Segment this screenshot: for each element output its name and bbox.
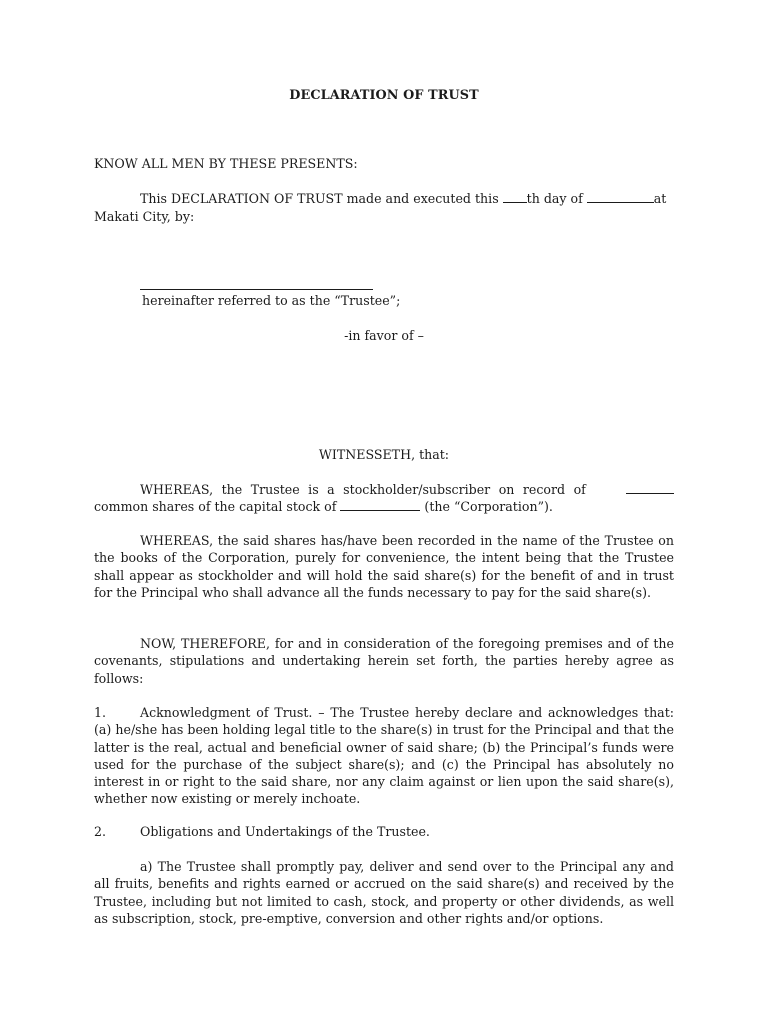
item2-text: Obligations and Undertakings of the Trustee.	[140, 824, 430, 839]
item2-number: 2.	[94, 824, 107, 839]
intro-text-part2: th day of	[526, 191, 587, 206]
day-blank	[503, 191, 527, 203]
whereas2-paragraph: WHEREAS, the said shares has/have been recorded in the name of the Trustee on the books of the Corporation, purely for convenience, the intent being that the Trustee shall appear as stockholder and will hold the said share(s) for the benefit of and in trust for the Principal who shall advance all the funds necessary to pay for the said share(s).	[94, 533, 674, 600]
intro-paragraph-line2: Makati City, by:	[94, 209, 195, 224]
whereas1-line1	[140, 481, 674, 498]
whereas1-line2-text: common shares of the capital stock of	[94, 499, 341, 514]
item1-paragraph	[94, 704, 674, 808]
in-favor-of: -in favor of –	[344, 328, 424, 343]
corporation-name-blank	[340, 499, 420, 511]
intro-text-part1: This DECLARATION OF TRUST made and executed this	[140, 191, 503, 206]
month-blank	[587, 191, 654, 203]
item2-heading	[94, 823, 430, 840]
intro-text-part3: at	[653, 191, 667, 206]
whereas1-line2	[94, 498, 553, 515]
trustee-reference: hereinafter referred to as the “Trustee”;	[142, 293, 401, 308]
shares-count-blank	[626, 482, 674, 494]
item1-number: 1.	[94, 705, 107, 720]
item1-text: Acknowledgment of Trust. – The Trustee hereby declare and acknowledges that: (a) he/she has been holding legal title to the share(s) in trust for the Principal and that the latter is the real, actual and beneficial owner of said share; (b) the Principal’s funds were used for the purchase of the subject share(s); and (c) the Principal has absolutely no interest in or right to the said share, nor any claim against or lien upon the said share(s), whether now existing or merely inchoate.	[94, 705, 674, 807]
intro-paragraph-line1	[140, 190, 666, 207]
item2a-paragraph: a) The Trustee shall promptly pay, deliver and send over to the Principal any and all fruits, benefits and rights earned or accrued on the said share(s) and received by the Trustee, including but not limited to cash, stock, and property or other dividends, as well as subscription, stock, pre-emptive, conversion and other rights and/or options.	[94, 859, 674, 926]
document-title: DECLARATION OF TRUST	[289, 88, 479, 103]
whereas1-line1-text: WHEREAS, the Trustee is a stockholder/subscriber on record of	[140, 482, 586, 497]
trustee-name-line	[140, 289, 373, 290]
now-therefore-paragraph: NOW, THEREFORE, for and in consideration of the foregoing premises and of the covenants, stipulations and undertaking herein set forth, the parties hereby agree as follows:	[94, 636, 674, 686]
whereas1-line2-end: (the “Corporation”).	[420, 499, 553, 514]
know-all-men-heading: KNOW ALL MEN BY THESE PRESENTS:	[94, 156, 358, 171]
witnesseth-heading: WITNESSETH, that:	[318, 447, 450, 462]
